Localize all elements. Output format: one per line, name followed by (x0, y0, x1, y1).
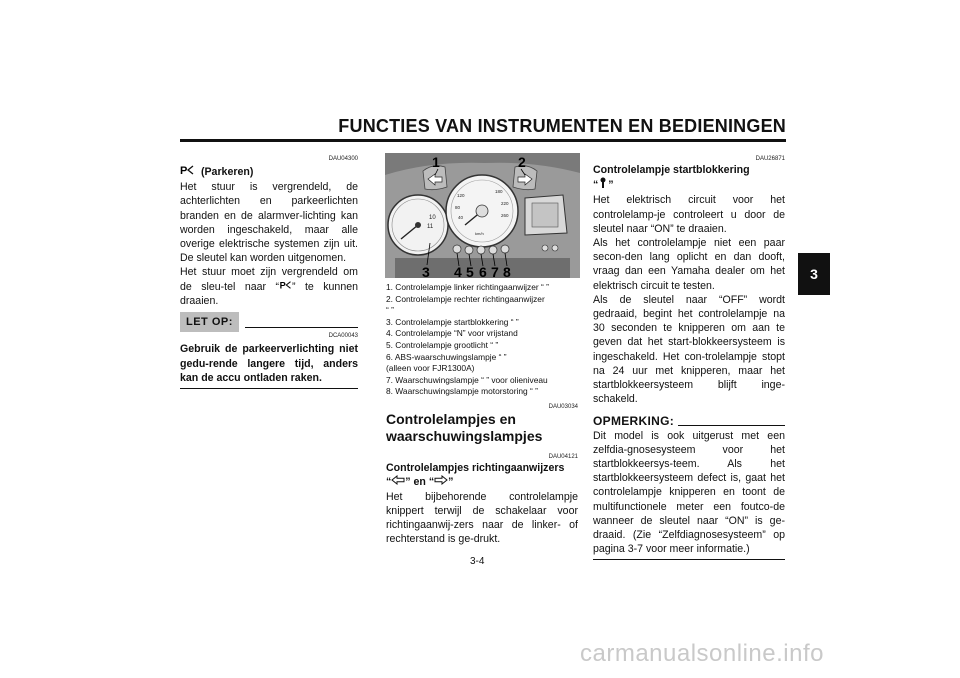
turn-signal-heading-icons: “ ” en “ ” (386, 476, 454, 489)
note-text: Dit model is ook uitgerust met een zelfdia-gnosesysteem voor het startblokkeersys-teem. Als het startblokkeersysteem defect is, gaat het controlelampje knipperen en toont de multifunctionele meter een foutco-de wanneer de sleutel naar “ON” is ge-draaid. (Zie “Zelfdiagnosesysteem” op pagina 3-7 voor meer informatie.) (593, 429, 785, 556)
legend-item: “ ” (386, 305, 394, 316)
legend-item: 8. Waarschuwingslampje motorstoring “ ” (386, 386, 538, 397)
caution-end-rule (180, 388, 358, 389)
park-text-2: Het stuur moet zijn vergrendeld om de sleu-tel naar “ P ” te kunnen draaien. (180, 266, 358, 307)
parking-icon (279, 280, 292, 294)
callout-4: 4 (454, 264, 462, 278)
immobilizer-text-2: Als het controlelampje niet een paar secon-den lang oplicht en dan dooft, vraag dan een Yamaha dealer om het elektrisch circuit te testen. (593, 237, 785, 292)
legend-item: 3. Controlelampje startblokkering “ ” (386, 316, 519, 327)
ref-code: DAU04121 (548, 454, 578, 460)
note-end-rule (593, 559, 785, 560)
legend-item: 4. Controlelampje “N” voor vrijstand (386, 328, 518, 339)
legend-item: 1. Controlelampje linker richtingaanwijzer “ ” (386, 282, 549, 292)
legend-item: 5. Controlelampje grootlicht “ ” (386, 339, 499, 350)
instrument-panel-figure (385, 153, 580, 278)
note-rule (678, 425, 785, 426)
callout-2: 2 (518, 154, 526, 170)
svg-text:120: 120 (457, 193, 465, 198)
legend-item: 2. Controlelampje rechter richtingaanwijzer (386, 293, 545, 304)
callout-8: 8 (503, 264, 511, 278)
section-title: Controlelampjes en waarschuwingslampjes (386, 411, 543, 444)
svg-text:80: 80 (455, 205, 461, 210)
ref-code: DAU26871 (755, 156, 785, 162)
callout-1: 1 (432, 154, 440, 170)
legend-item: 6. ABS-waarschuwingslampje “ ” (386, 351, 507, 362)
middle-column (386, 403, 578, 546)
parking-icon (180, 164, 194, 180)
svg-text:260: 260 (501, 213, 509, 218)
figure-legend (386, 282, 586, 398)
svg-text:10: 10 (429, 215, 436, 221)
turn-right-icon (434, 475, 448, 489)
caution-rule (245, 327, 358, 328)
caution-text: Gebruik de parkeerverlichting niet gedu-rende langere tijd, anders kan de accu ontladen raken. (180, 343, 358, 384)
left-column (180, 155, 358, 389)
park-heading: P (Parkeren) (180, 164, 358, 180)
ref-code: DCA00043 (328, 333, 358, 340)
chapter-tab[interactable]: 3 (798, 253, 830, 295)
dashboard-illustration (385, 153, 580, 278)
immobilizer-heading: Controlelampje startblokkering (593, 164, 750, 176)
turn-signal-text: Het bijbehorende controlelampje knippert terwijl de schakelaar voor richtingaanwij-zers naar de linker- of rechterstand is ge-drukt. (386, 490, 578, 546)
key-icon (598, 177, 608, 193)
ref-code: DAU03034 (548, 404, 578, 410)
park-text: Het stuur is vergrendeld, de achterlichten en parkeerlichten branden en de alarmver-lichting kan worden ingeschakeld, maar alle overige elektrische systemen zijn uit. De sleutel kan worden uitgenomen. (180, 181, 358, 265)
legend-item: (alleen voor FJR1300A) (386, 363, 475, 374)
caution-label: LET OP: (180, 312, 239, 332)
title-rule (180, 139, 786, 142)
legend-item: 7. Waarschuwingslampje “ ” voor olieniveau (386, 374, 548, 385)
callout-5: 5 (466, 264, 474, 278)
immobilizer-text-3: Als de sleutel naar “OFF” wordt gedraaid, begint het controlelampje na 30 seconden te knipperen om aan te geven dat het start-blokkeersysteem is ingeschakeld. Het con-trolelampje stopt na 24 uur met knipperen, maar het startblokkeersysteem blijft inge-schakeld. (593, 293, 785, 406)
svg-text:11: 11 (427, 224, 434, 230)
note-label: OPMERKING: (593, 414, 674, 429)
right-column (593, 155, 785, 560)
page-title: FUNCTIES VAN INSTRUMENTEN EN BEDIENINGEN (338, 116, 786, 136)
svg-text:220: 220 (501, 201, 509, 206)
callout-3: 3 (422, 264, 430, 278)
callout-6: 6 (479, 264, 487, 278)
svg-text:180: 180 (495, 189, 503, 194)
svg-text:P: P (180, 165, 188, 176)
turn-left-icon (391, 475, 405, 489)
callout-7: 7 (491, 264, 499, 278)
watermark: carmanualsonline.info (580, 640, 824, 667)
page-number: 3-4 (470, 556, 485, 567)
turn-signal-heading: Controlelampjes richtingaanwijzers (386, 462, 565, 474)
ref-code: DAU04300 (328, 156, 358, 162)
svg-text:P: P (279, 280, 286, 290)
svg-text:40: 40 (458, 215, 464, 220)
speed-unit: km/h (475, 231, 484, 236)
immobilizer-heading-icon: “ ” (593, 177, 785, 193)
immobilizer-text-1: Het elektrisch circuit voor het controlelamp-je controleert u door de sleutel naar “ON” te draaien. (593, 194, 785, 235)
